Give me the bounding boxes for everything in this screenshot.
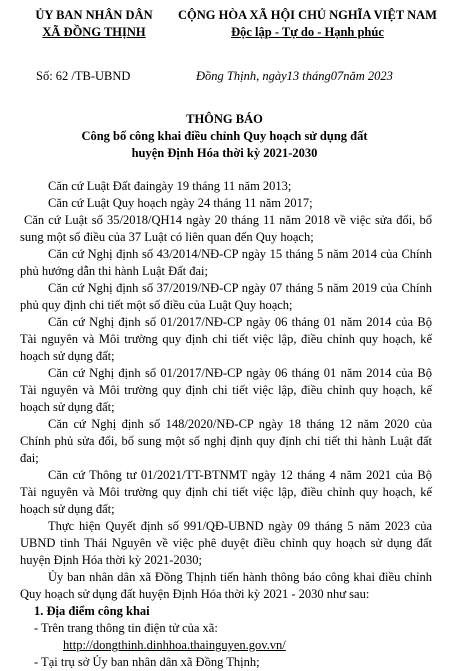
legal-basis-8: Căn cứ Nghị định số 148/2020/NĐ-CP ngày 18 tháng 12 năm 2020 của Chính phủ sửa đổi, bổ sung một số nghị định quy định chi tiết thi hành Luật đất đai; [20, 417, 432, 465]
legal-basis-1: Căn cứ Luật Đất đaingày 19 tháng 11 năm 2013; [48, 179, 292, 193]
national-heading [170, 7, 445, 41]
legal-basis-6: Căn cứ Nghị định số 01/2017/NĐ-CP ngày 06 tháng 01 năm 2014 của Bộ Tài nguyên và Môi trường quy định chi tiết việc lập, điều chỉnh quy hoạch, kế hoạch sử dụng đất; [20, 315, 432, 363]
legal-basis-7: Căn cứ Nghị định số 01/2017/NĐ-CP ngày 06 tháng 01 năm 2014 của Bộ Tài nguyên và Môi trường quy định chi tiết việc lập, điều chỉnh quy hoạch, kế hoạch sử dụng đất; [20, 366, 432, 414]
authority-line-2: XÃ ĐỒNG THỊNH [42, 25, 146, 39]
publication-location-2: - Tại trụ sở Ủy ban nhân dân xã Đồng Thịnh; [34, 655, 260, 669]
issuing-authority [14, 7, 174, 41]
document-date: Đồng Thịnh, ngày13 tháng07năm 2023 [196, 69, 393, 83]
section-1-heading: 1. Địa điểm công khai [34, 604, 150, 618]
authority-line-1: ỦY BAN NHÂN DÂN [35, 8, 153, 22]
legal-basis-5: Căn cứ Nghị định số 37/2019/NĐ-CP ngày 07 tháng 5 năm 2019 của Chính phủ quy định chi tiết một số điều của Luật Quy hoạch; [20, 281, 432, 312]
commune-website-link[interactable]: http://dongthinh.dinhhoa.thainguyen.gov.vn/ [63, 638, 286, 652]
legal-basis-2: Căn cứ Luật Quy hoạch ngày 24 tháng 11 năm 2017; [48, 196, 313, 210]
doc-title: THÔNG BÁO [186, 112, 263, 126]
legal-basis-3: Căn cứ Luật số 35/2018/QH14 ngày 20 tháng 11 năm 2018 về việc sửa đổi, bổ sung một số điều của 37 Luật có liên quan đến Quy hoạch; [20, 213, 432, 244]
country-name: CỘNG HÒA XÃ HỘI CHỦ NGHĨA VIỆT NAM [178, 8, 437, 22]
legal-basis-4: Căn cứ Nghị định số 43/2014/NĐ-CP ngày 15 tháng 5 năm 2014 của Chính phủ hướng dẫn thi hành Luật Đất đai; [20, 247, 432, 278]
legal-basis-9: Căn cứ Thông tư 01/2021/TT-BTNMT ngày 12 tháng 4 năm 2021 của Bộ Tài nguyên và Môi trường quy định chi tiết việc lập, điều chỉnh quy hoạch, kế hoạch sử dụng đất; [20, 468, 432, 516]
announcement-intro: Ủy ban nhân dân xã Đồng Thịnh tiến hành thông báo công khai điều chỉnh Quy hoạch sử dụng đất huyện Định Hóa thời kỳ 2021 - 2030 như sau: [20, 570, 432, 601]
doc-subtitle-line-1: Công bố công khai điều chỉnh Quy hoạch sử dụng đất [81, 129, 368, 143]
publication-location-1: - Trên trang thông tin điện tử của xã: [34, 621, 218, 635]
implementation-basis: Thực hiện Quyết định số 991/QĐ-UBND ngày 09 tháng 5 năm 2023 của UBND tỉnh Thái Nguyên về việc phê duyệt điều chỉnh quy hoạch sử dụng đất huyện Định Hóa thời kỳ 2021-2030; [20, 519, 432, 567]
national-motto: Độc lập - Tự do - Hạnh phúc [231, 25, 384, 39]
document-number: Số: 62 /TB-UBND [36, 69, 131, 83]
doc-subtitle-line-2: huyện Định Hóa thời kỳ 2021-2030 [131, 146, 318, 160]
